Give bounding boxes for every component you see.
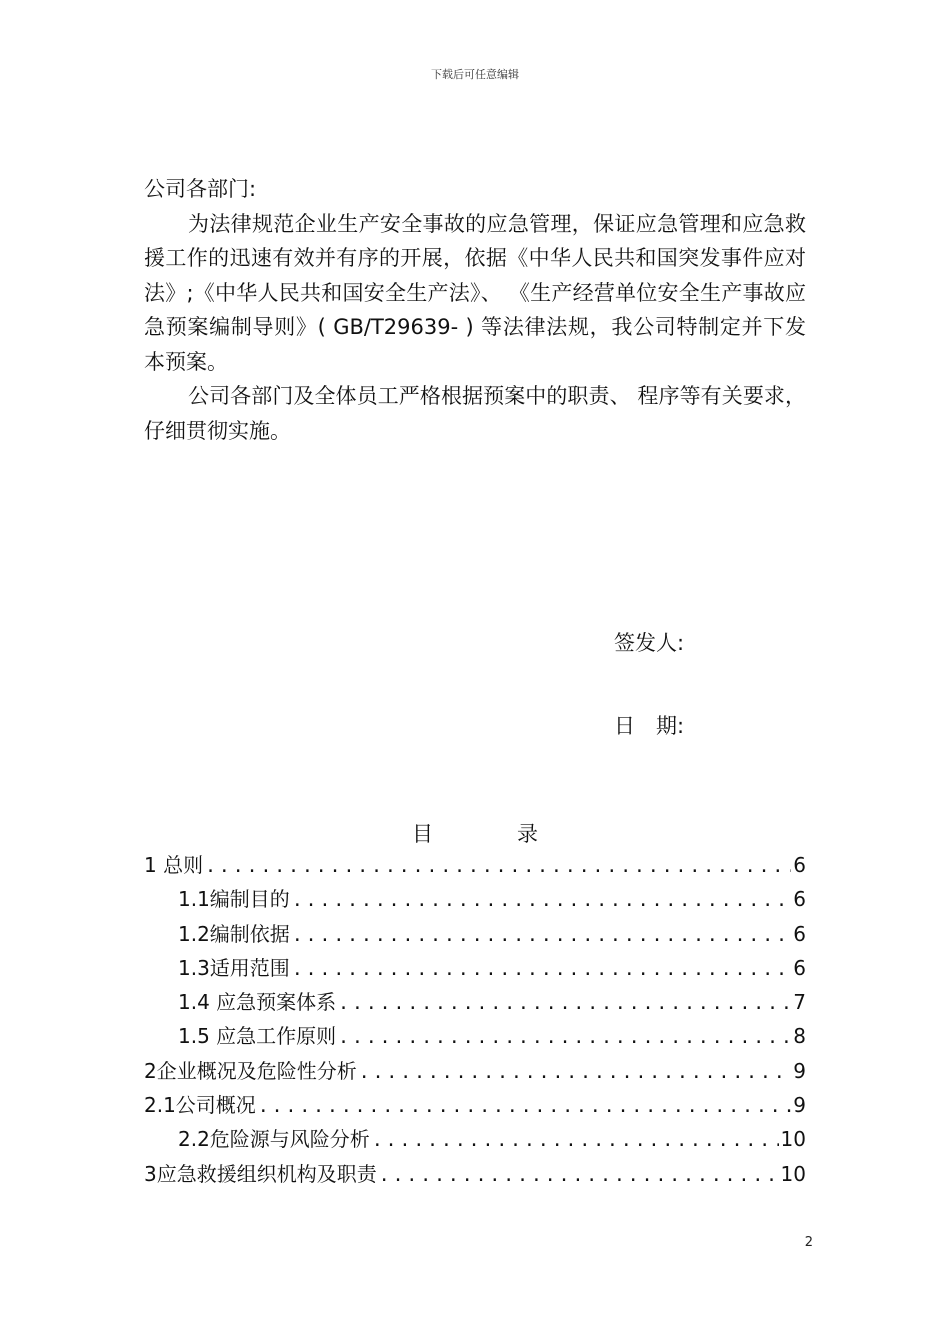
body-paragraph-1: 为法律规范企业生产安全事故的应急管理，保证应急管理和应急救援工作的迅速有效并有序的开展，依据《中华人民共和国突发事件应对法》;《中华人民共和国安全生产法》、 《生产经营单位安全生产事故应急预案编制导则》( GB/T29639- ) 等法律法规，我公司特制定并下发本预案。: [144, 211, 806, 374]
toc-leader-dots: [292, 884, 791, 918]
toc-entry[interactable]: [144, 1088, 806, 1122]
toc-entry-label: 1.4 应急预案体系: [178, 990, 337, 1015]
toc-entry[interactable]: [144, 848, 806, 882]
body-paragraph-2: 公司各部门及全体员工严格根据预案中的职责、 程序等有关要求，仔细贯彻实施。: [144, 384, 806, 443]
toc-leader-dots: [359, 1056, 792, 1090]
toc-entry-page: 9: [793, 1093, 806, 1118]
toc-entry-page: 6: [793, 853, 806, 877]
toc-title-left: 目: [412, 822, 433, 846]
toc-entry-label: 3应急救援组织机构及职责: [144, 1161, 377, 1186]
toc-entry[interactable]: [144, 1122, 806, 1156]
toc-entry-label: 1 总则: [144, 853, 204, 877]
toc-entry-page: 10: [780, 1127, 806, 1152]
toc-entry-page: 6: [793, 921, 806, 946]
toc-entry-label: 2.1公司概况: [144, 1093, 256, 1118]
toc-entry[interactable]: [144, 985, 806, 1019]
toc-entry[interactable]: [144, 951, 806, 985]
toc-entry-label: 2.2危险源与风险分析: [178, 1127, 370, 1152]
notice-letter: [144, 172, 806, 448]
toc-leader-dots: [372, 1124, 779, 1158]
toc-entry[interactable]: [144, 1157, 806, 1191]
toc-entry-label: 1.2编制依据: [178, 921, 290, 946]
toc-leader-dots: [292, 919, 791, 953]
toc-leader-dots: [338, 987, 791, 1021]
toc-entry-page: 6: [793, 887, 806, 912]
toc-leader-dots: [379, 1159, 779, 1193]
page-header: 下载后可任意编辑: [431, 68, 519, 81]
table-of-contents: [144, 848, 806, 1191]
issuer-label: 签发人:: [614, 631, 685, 655]
toc-leader-dots: [205, 850, 791, 884]
toc-leader-dots: [292, 953, 791, 987]
toc-title: [0, 818, 950, 848]
toc-entry-page: 8: [793, 1024, 806, 1049]
toc-entry[interactable]: [144, 1054, 806, 1088]
toc-entry-label: 1.5 应急工作原则: [178, 1024, 337, 1049]
toc-entry-page: 9: [793, 1058, 806, 1083]
toc-entry[interactable]: [144, 917, 806, 951]
toc-entry-label: 1.1编制目的: [178, 887, 290, 912]
page-number: 2: [804, 1235, 813, 1250]
toc-entry-label: 2企业概况及危险性分析: [144, 1058, 357, 1083]
date-label: 日 期:: [614, 714, 685, 738]
toc-leader-dots: [258, 1090, 791, 1124]
toc-entry-page: 10: [780, 1161, 806, 1186]
toc-title-right: 录: [517, 822, 538, 846]
salutation: 公司各部门:: [144, 177, 257, 201]
toc-leader-dots: [338, 1021, 791, 1055]
toc-entry[interactable]: [144, 882, 806, 916]
toc-entry-page: 7: [793, 990, 806, 1015]
toc-entry-label: 1.3适用范围: [178, 955, 290, 980]
toc-entry[interactable]: [144, 1019, 806, 1053]
toc-entry-page: 6: [793, 955, 806, 980]
